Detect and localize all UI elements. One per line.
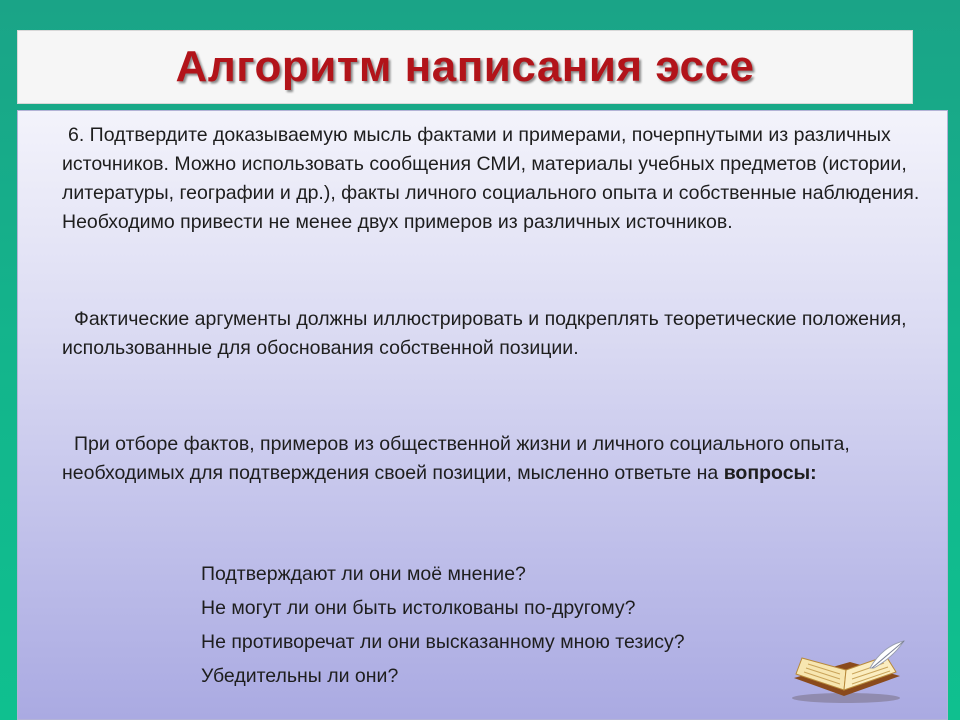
content-panel [17,110,948,720]
questions-list [201,557,841,693]
paragraph-3-text: При отборе фактов, примеров из общественной жизни и личного социального опыта, необходимых для подтверждения своей позиции, мысленно ответьте на [62,433,850,484]
open-book-with-quill-icon [786,640,916,704]
paragraph-3 [62,430,922,488]
paragraph-2-text: Фактические аргументы должны иллюстрировать и подкреплять теоретические положения, использованные для обоснования собственной позиции. [62,308,907,359]
paragraph-1 [62,121,922,237]
title-bar [17,30,913,104]
paragraph-2 [62,305,922,363]
paragraph-3-bold: вопросы: [723,462,817,484]
question-item: Не противоречат ли они высказанному мною тезису? [201,631,685,653]
question-item: Не могут ли они быть истолкованы по-другому? [201,597,636,619]
slide-title: Алгоритм написания эссе [175,42,755,91]
question-item: Подтверждают ли они моё мнение? [201,563,526,585]
paragraph-1-text: 6. Подтвердите доказываемую мысль фактами и примерами, почерпнутыми из различных источников. Можно использовать сообщения СМИ, материалы учебных предметов (истории, литературы, географии и др.), факты личного социального опыта и собственные наблюдения. Необходимо привести не менее двух примеров из различных источников. [62,124,920,233]
question-item: Убедительны ли они? [201,665,399,687]
